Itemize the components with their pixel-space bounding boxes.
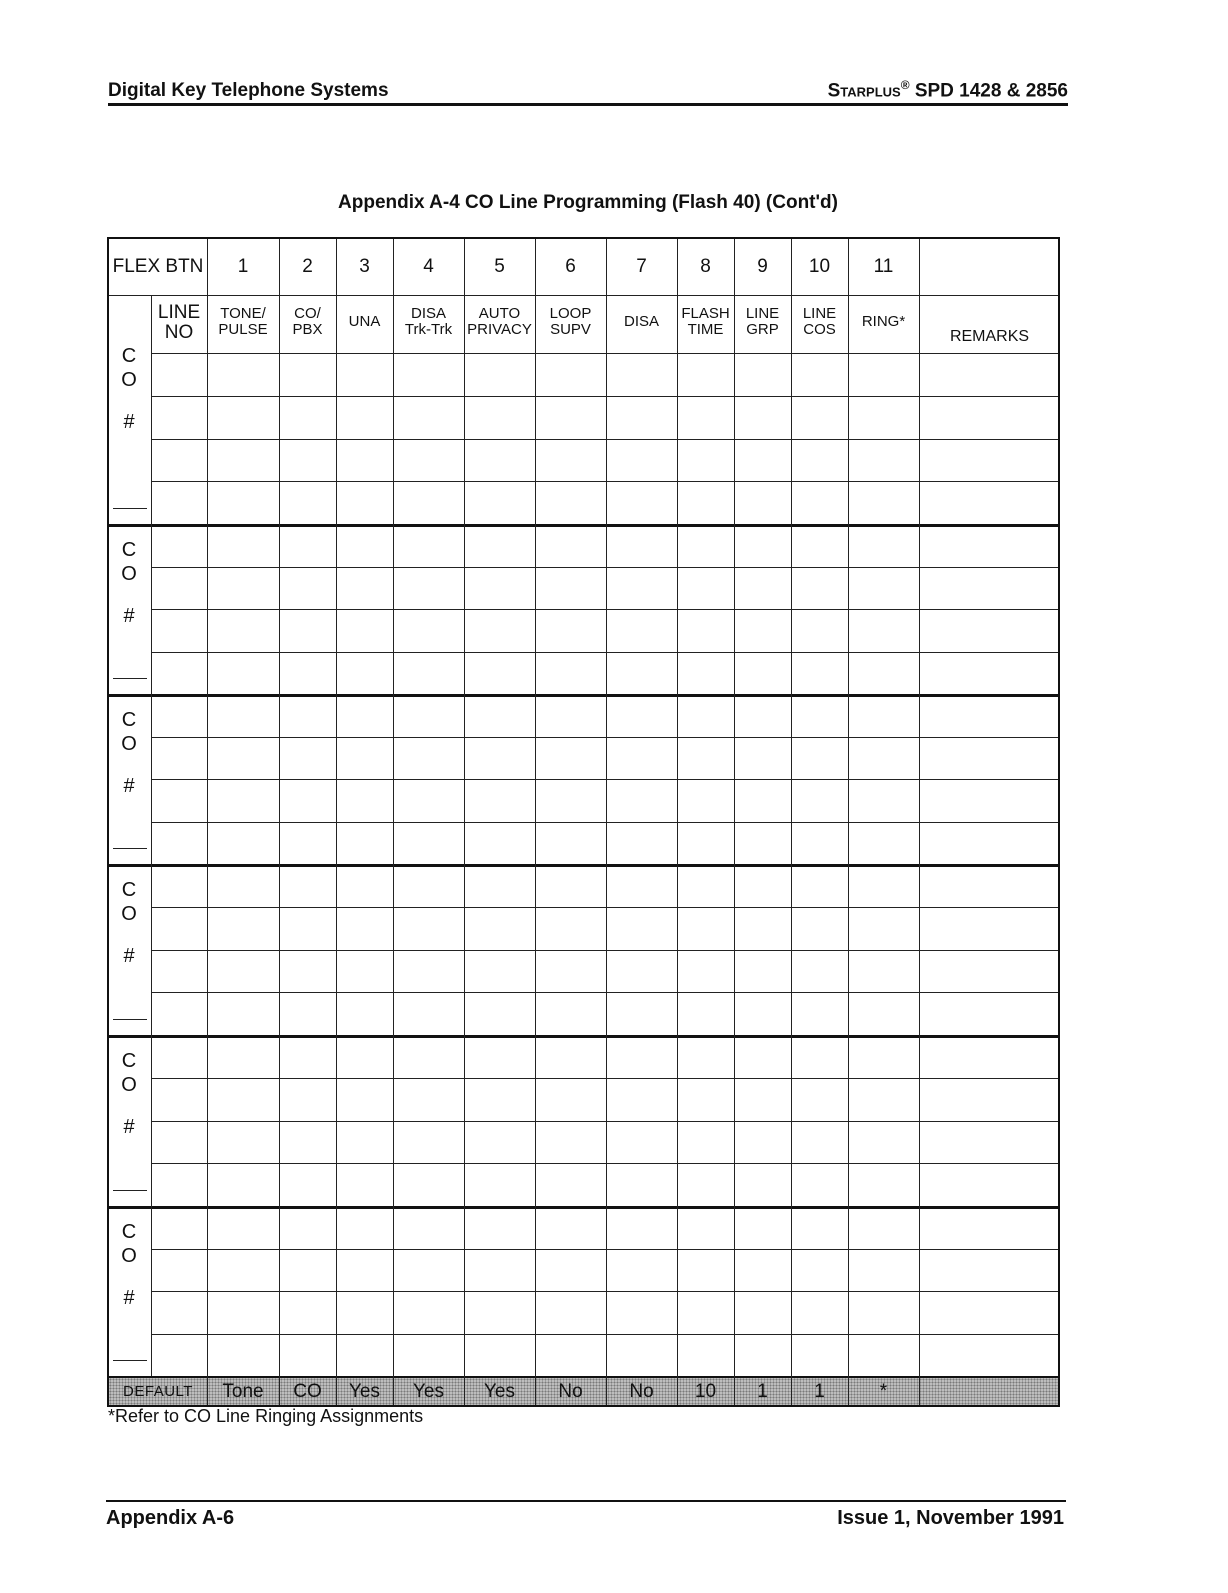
flex-btn-number: 3 (359, 256, 370, 278)
flex-btn-number: 7 (636, 256, 647, 278)
row-divider (151, 1121, 1058, 1122)
flex-btn-number: 9 (757, 256, 768, 278)
column-header: CO/ PBX (292, 305, 323, 338)
block-divider (109, 694, 1058, 697)
col-divider (791, 239, 792, 1376)
co-number-label: O (121, 733, 137, 755)
co-number-blank[interactable] (113, 1019, 147, 1020)
row-divider (151, 822, 1058, 823)
col-divider (606, 239, 607, 1376)
co-number-label: O (121, 903, 137, 925)
flex-btn-number: 4 (423, 256, 434, 278)
co-number-blank[interactable] (113, 508, 147, 509)
row-divider (151, 1078, 1058, 1079)
block-divider (109, 1206, 1058, 1209)
flex-btn-number: 10 (808, 256, 831, 278)
page-title: Appendix A-4 CO Line Programming (Flash 40) (Cont'd) (338, 192, 838, 213)
co-number-label: C (121, 345, 137, 367)
default-value: 10 (694, 1380, 717, 1402)
default-divider (535, 1376, 536, 1405)
default-value: Tone (222, 1380, 264, 1402)
co-number-label: # (123, 411, 135, 433)
column-header: RING* (861, 313, 906, 331)
co-line-programming-table (107, 237, 1060, 1407)
default-divider (791, 1376, 792, 1405)
column-header: UNA (348, 313, 381, 331)
footer-rule (106, 1500, 1066, 1502)
col-divider (734, 239, 735, 1376)
co-number-label: # (123, 605, 135, 627)
col-divider (677, 239, 678, 1376)
column-header: LINE GRP (745, 305, 780, 338)
default-divider (677, 1376, 678, 1405)
flex-btn-number: 2 (302, 256, 313, 278)
col-divider (393, 239, 394, 1376)
col-divider (279, 239, 280, 1376)
default-divider (919, 1376, 920, 1405)
co-number-blank[interactable] (113, 678, 147, 679)
flex-btn-number: 1 (237, 256, 249, 278)
default-value: No (558, 1380, 583, 1402)
block-divider (109, 524, 1058, 527)
co-number-label: O (121, 1074, 137, 1096)
row-divider (151, 567, 1058, 568)
row-divider (151, 779, 1058, 780)
header-model: SPD 1428 & 2856 (914, 80, 1068, 102)
column-header: DISA Trk-Trk (404, 305, 453, 338)
default-divider (393, 1376, 394, 1405)
row-divider (151, 907, 1058, 908)
co-number-label: C (121, 1221, 137, 1243)
row-divider (151, 1291, 1058, 1292)
footer-right: Issue 1, November 1991 (837, 1507, 1064, 1529)
remarks-header: REMARKS (949, 327, 1030, 345)
default-value: Yes (349, 1380, 380, 1402)
col-divider (151, 295, 152, 1376)
row-divider (151, 1163, 1058, 1164)
column-header: FLASH TIME (681, 305, 730, 338)
column-header: TONE/ PULSE (218, 305, 268, 338)
co-number-label: # (123, 1287, 135, 1309)
row-divider (151, 396, 1058, 397)
row-divider (151, 737, 1058, 738)
default-value: 1 (757, 1380, 768, 1402)
header-brand: Starplus (827, 80, 901, 102)
co-number-label: # (123, 1116, 135, 1138)
header-rule (108, 103, 1068, 106)
row-divider (151, 992, 1058, 993)
col-divider (464, 239, 465, 1376)
column-header: LINE COS (802, 305, 837, 338)
co-number-blank[interactable] (113, 848, 147, 849)
co-number-label: C (121, 709, 137, 731)
co-number-label: C (121, 879, 137, 901)
col-divider (919, 239, 920, 1376)
co-number-label: O (121, 563, 137, 585)
default-divider (207, 1376, 208, 1405)
co-number-label: # (123, 945, 135, 967)
column-header: AUTO PRIVACY (467, 305, 532, 338)
column-header: DISA (623, 313, 659, 331)
block-divider (109, 1035, 1058, 1038)
row-divider (151, 1334, 1058, 1335)
footer-left: Appendix A-6 (106, 1507, 235, 1529)
block-divider (109, 864, 1058, 867)
row-divider (151, 353, 1058, 354)
footnote: *Refer to CO Line Ringing Assignments (108, 1406, 424, 1426)
co-number-label: C (121, 539, 137, 561)
default-divider (848, 1376, 849, 1405)
row-divider (151, 439, 1058, 440)
col-divider (535, 239, 536, 1376)
default-value: 1 (814, 1380, 825, 1402)
default-value: * (879, 1380, 888, 1402)
flex-btn-number: 5 (494, 256, 505, 278)
column-header: LOOP SUPV (549, 305, 592, 338)
default-divider (606, 1376, 607, 1405)
line-no-header: LINE NO (157, 302, 201, 343)
default-divider (734, 1376, 735, 1405)
registered-mark: ® (900, 78, 910, 92)
row-divider (151, 652, 1058, 653)
header-right (828, 78, 1068, 102)
co-number-label: O (121, 1245, 137, 1267)
co-number-label: C (121, 1050, 137, 1072)
row-divider (151, 950, 1058, 951)
col-divider (848, 239, 849, 1376)
row-divider (151, 481, 1058, 482)
flex-btn-label: FLEX BTN (112, 256, 204, 278)
default-divider (279, 1376, 280, 1405)
default-value: Yes (484, 1380, 515, 1402)
row-divider (151, 1249, 1058, 1250)
header-divider (109, 295, 1058, 296)
default-value: Yes (413, 1380, 444, 1402)
col-divider (336, 239, 337, 1376)
default-divider (464, 1376, 465, 1405)
co-number-label: # (123, 775, 135, 797)
co-number-blank[interactable] (113, 1360, 147, 1361)
col-divider (207, 239, 208, 1376)
default-label: DEFAULT (123, 1383, 193, 1400)
flex-btn-number: 6 (565, 256, 576, 278)
header-left: Digital Key Telephone Systems (108, 80, 389, 101)
flex-btn-number: 11 (873, 256, 894, 278)
flex-btn-number: 8 (700, 256, 711, 278)
co-number-blank[interactable] (113, 1190, 147, 1191)
default-divider (336, 1376, 337, 1405)
default-value: CO (293, 1380, 322, 1402)
co-number-label: O (121, 369, 137, 391)
default-value: No (629, 1380, 654, 1402)
row-divider (151, 609, 1058, 610)
